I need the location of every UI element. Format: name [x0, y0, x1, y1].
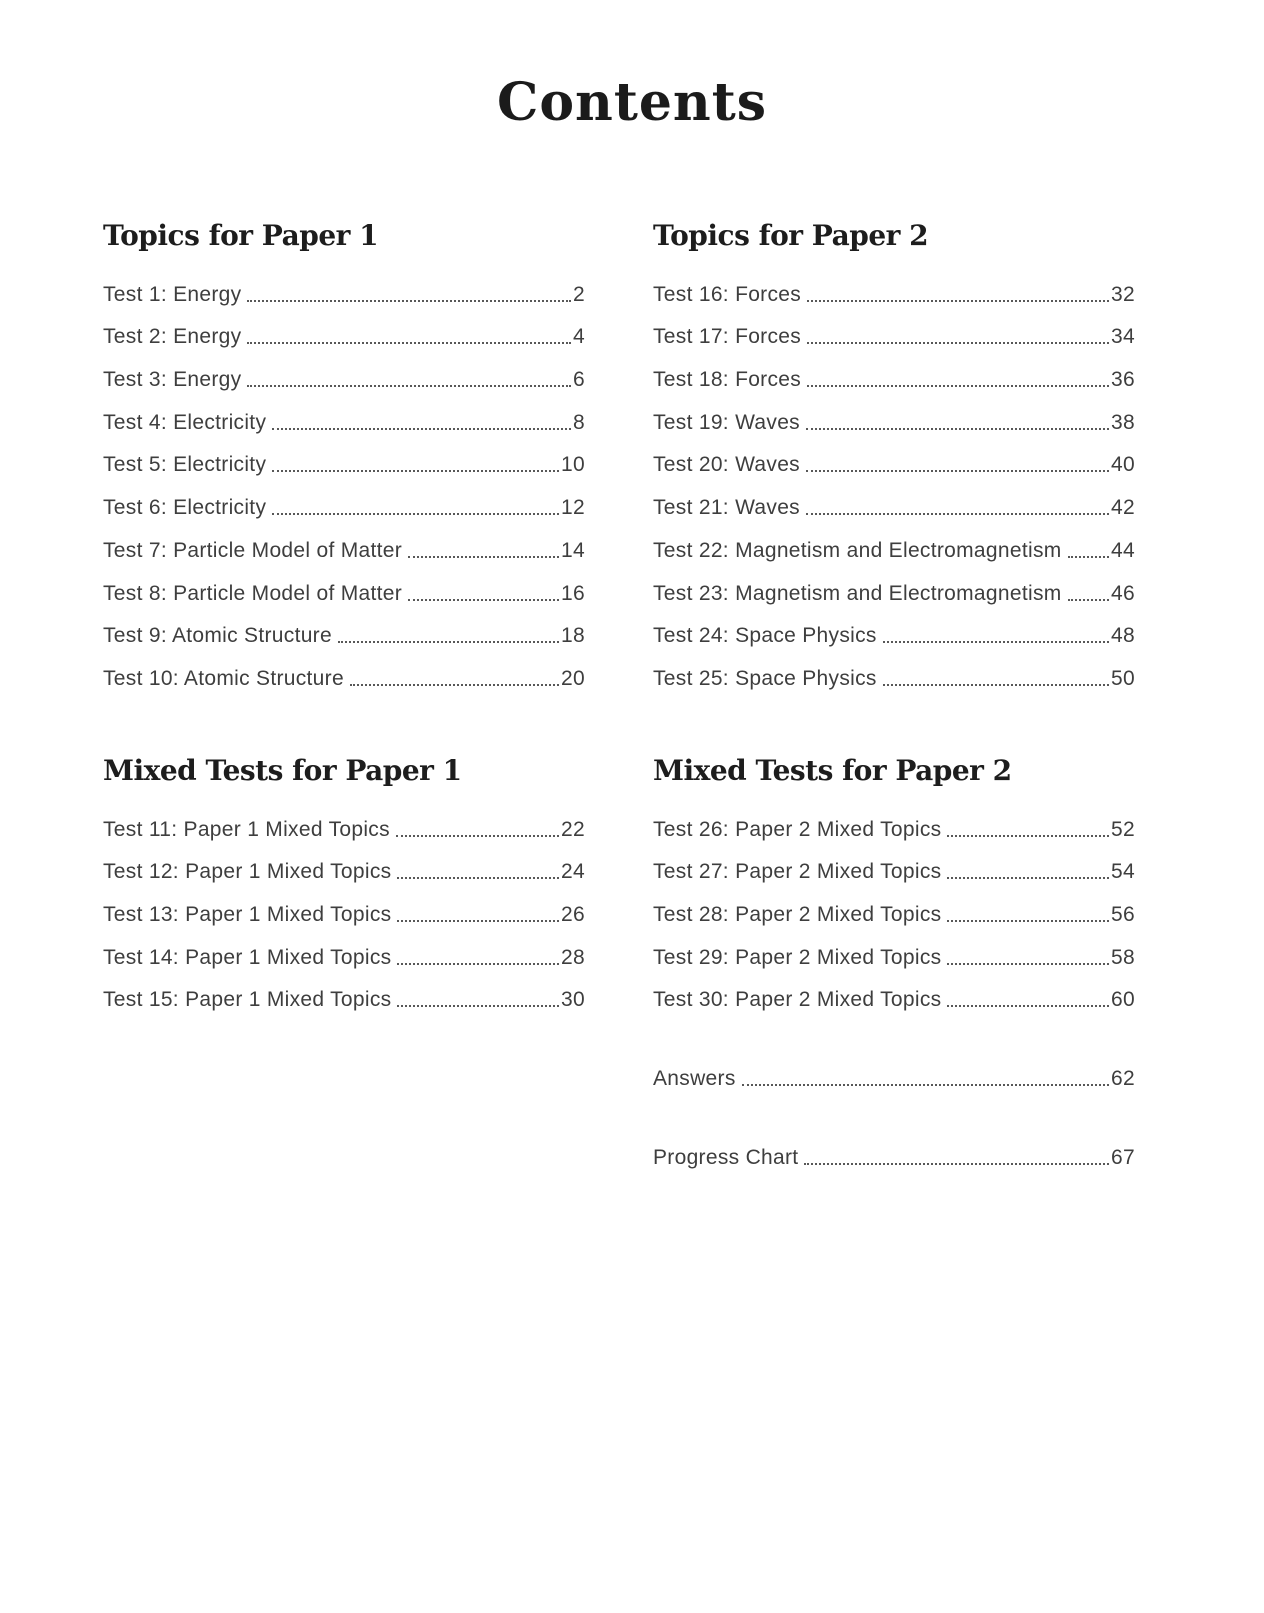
toc-column-left — [103, 218, 585, 1012]
leader-dots — [247, 385, 571, 387]
leader-dots — [247, 342, 571, 344]
toc-entry — [653, 520, 1135, 563]
toc-entry-page-number: 12 — [561, 496, 585, 520]
toc-section — [103, 753, 585, 1012]
toc-entry-page-number: 62 — [1111, 1067, 1135, 1090]
toc-entry-page-number: 56 — [1111, 902, 1135, 926]
toc-entry — [103, 884, 585, 927]
toc-entry — [103, 799, 585, 842]
toc-entry — [653, 264, 1135, 307]
toc-entry — [103, 392, 585, 435]
toc-entry-label: Test 4: Electricity — [103, 410, 267, 434]
leader-dots — [1068, 599, 1109, 601]
toc-entry — [653, 307, 1135, 350]
toc-entry-page-number: 42 — [1111, 496, 1135, 520]
toc-section — [653, 218, 1135, 691]
toc-entry — [103, 842, 585, 885]
leader-dots — [1068, 556, 1109, 558]
toc-entry-label: Test 23: Magnetism and Electromagnetism — [653, 581, 1062, 605]
leader-dots — [883, 641, 1109, 643]
toc-entry — [103, 307, 585, 350]
leader-dots — [806, 513, 1109, 515]
toc-entry — [653, 927, 1135, 970]
leader-dots — [397, 963, 559, 965]
toc-entry-page-number: 14 — [561, 538, 585, 562]
toc-entry — [653, 970, 1135, 1013]
leader-dots — [947, 877, 1109, 879]
toc-entry-label: Test 29: Paper 2 Mixed Topics — [653, 945, 942, 969]
toc-entry-page-number: 8 — [573, 410, 585, 434]
toc-entry-label: Test 16: Forces — [653, 282, 802, 306]
leader-dots — [350, 684, 559, 686]
toc-entry-label: Progress Chart — [653, 1145, 799, 1169]
toc-entry-label: Test 5: Electricity — [103, 453, 267, 477]
section-heading: Topics for Paper 2 — [653, 219, 929, 252]
toc-entry-label: Test 22: Magnetism and Electromagnetism — [653, 538, 1062, 562]
toc-entry-label: Test 18: Forces — [653, 368, 802, 392]
leader-dots — [408, 556, 559, 558]
leader-dots — [807, 385, 1109, 387]
toc-entry-page-number: 46 — [1111, 581, 1135, 605]
toc-entry — [653, 606, 1135, 649]
leader-dots — [397, 877, 559, 879]
toc-entry-label: Test 28: Paper 2 Mixed Topics — [653, 902, 942, 926]
toc-entry — [653, 563, 1135, 606]
toc-entry — [103, 927, 585, 970]
leader-dots — [806, 470, 1109, 472]
leader-dots — [338, 641, 559, 643]
toc-entry-page-number: 54 — [1111, 860, 1135, 884]
toc-entry — [103, 264, 585, 307]
toc-column-right — [653, 218, 1135, 1170]
toc-entry-label: Test 25: Space Physics — [653, 666, 877, 690]
section-heading: Mixed Tests for Paper 2 — [653, 753, 1012, 787]
toc-entry-label: Test 21: Waves — [653, 496, 800, 520]
toc-entry-label: Test 7: Particle Model of Matter — [103, 538, 403, 562]
leader-dots — [408, 599, 559, 601]
leader-dots — [807, 342, 1109, 344]
toc-section — [653, 753, 1135, 1012]
toc-entry-label: Test 10: Atomic Structure — [103, 666, 344, 690]
leader-dots — [947, 1005, 1109, 1007]
toc-entry-label: Test 14: Paper 1 Mixed Topics — [103, 945, 392, 969]
toc-entry — [103, 970, 585, 1013]
toc-entry — [103, 435, 585, 478]
toc-entry-page-number: 36 — [1111, 368, 1135, 392]
toc-entry-page-number: 32 — [1111, 282, 1135, 306]
toc-section — [103, 218, 585, 691]
leader-dots — [247, 300, 571, 302]
toc-entry-page-number: 40 — [1111, 453, 1135, 477]
toc-entry-label: Test 2: Energy — [103, 325, 242, 349]
toc-entry-page-number: 52 — [1111, 817, 1135, 841]
toc-entry — [103, 606, 585, 649]
toc-entry-page-number: 48 — [1111, 624, 1135, 648]
leader-dots — [947, 963, 1109, 965]
toc-entry — [103, 520, 585, 563]
toc-entry-label: Test 27: Paper 2 Mixed Topics — [653, 860, 942, 884]
leader-dots — [947, 920, 1109, 922]
toc-entry-page-number: 67 — [1111, 1145, 1135, 1169]
toc-entry-page-number: 58 — [1111, 945, 1135, 969]
toc-entry-label: Test 11: Paper 1 Mixed Topics — [103, 817, 390, 841]
toc-entry-label: Test 26: Paper 2 Mixed Topics — [653, 817, 942, 841]
leader-dots — [947, 835, 1109, 837]
leader-dots — [397, 1005, 559, 1007]
toc-entry-page-number: 28 — [561, 945, 585, 969]
toc-entry-page-number: 60 — [1111, 988, 1135, 1012]
toc-entry-label: Test 15: Paper 1 Mixed Topics — [103, 988, 392, 1012]
toc-entry-page-number: 18 — [561, 624, 585, 648]
toc-entry-page-number: 10 — [561, 453, 585, 477]
toc-entry — [653, 392, 1135, 435]
toc-entry-page-number: 38 — [1111, 410, 1135, 434]
toc-entry — [103, 648, 585, 691]
toc-entry-page-number: 24 — [561, 860, 585, 884]
toc-entry-page-number: 20 — [561, 666, 585, 690]
toc-entry-page-number: 4 — [573, 325, 585, 349]
toc-entry-label: Test 1: Energy — [103, 282, 242, 306]
toc-entry-label: Test 13: Paper 1 Mixed Topics — [103, 902, 392, 926]
leader-dots — [272, 428, 571, 430]
toc-entry-label: Test 30: Paper 2 Mixed Topics — [653, 988, 942, 1012]
toc-entry-page-number: 22 — [561, 817, 585, 841]
leader-dots — [883, 684, 1109, 686]
toc-entry — [103, 477, 585, 520]
toc-entry-page-number: 26 — [561, 902, 585, 926]
toc-entry-label: Test 9: Atomic Structure — [103, 624, 332, 648]
toc-entry — [103, 349, 585, 392]
page-title: Contents — [496, 72, 768, 133]
toc-entry — [653, 799, 1135, 842]
leader-dots — [806, 428, 1109, 430]
toc-entry — [653, 1127, 1135, 1170]
toc-entry — [103, 563, 585, 606]
toc-entry-page-number: 50 — [1111, 666, 1135, 690]
toc-entry — [653, 648, 1135, 691]
toc-entry-label: Test 24: Space Physics — [653, 624, 877, 648]
toc-entry-page-number: 2 — [573, 282, 585, 306]
toc-entry-label: Test 6: Electricity — [103, 496, 267, 520]
toc-entry — [653, 349, 1135, 392]
toc-entry — [653, 1048, 1135, 1091]
toc-entry-label: Test 8: Particle Model of Matter — [103, 581, 403, 605]
toc-entry — [653, 842, 1135, 885]
leader-dots — [272, 470, 559, 472]
toc-entry-page-number: 30 — [561, 988, 585, 1012]
leader-dots — [804, 1163, 1109, 1165]
toc-entry-page-number: 44 — [1111, 538, 1135, 562]
toc-entry-page-number: 34 — [1111, 325, 1135, 349]
leader-dots — [272, 513, 559, 515]
toc-entry-page-number: 6 — [573, 368, 585, 392]
toc-entry-label: Test 3: Energy — [103, 368, 242, 392]
toc-entry-label: Test 17: Forces — [653, 325, 802, 349]
toc-entry-page-number: 16 — [561, 581, 585, 605]
toc-entry — [653, 884, 1135, 927]
toc-entry-label: Test 19: Waves — [653, 410, 800, 434]
leader-dots — [807, 300, 1109, 302]
toc-entry — [653, 435, 1135, 478]
toc-entry — [653, 477, 1135, 520]
toc-entry-label: Answers — [653, 1067, 736, 1090]
section-heading: Mixed Tests for Paper 1 — [103, 753, 462, 787]
leader-dots — [742, 1084, 1109, 1086]
toc-entry-label: Test 20: Waves — [653, 453, 800, 477]
leader-dots — [396, 835, 559, 837]
leader-dots — [397, 920, 559, 922]
toc-entry-label: Test 12: Paper 1 Mixed Topics — [103, 860, 392, 884]
section-heading: Topics for Paper 1 — [103, 219, 379, 252]
